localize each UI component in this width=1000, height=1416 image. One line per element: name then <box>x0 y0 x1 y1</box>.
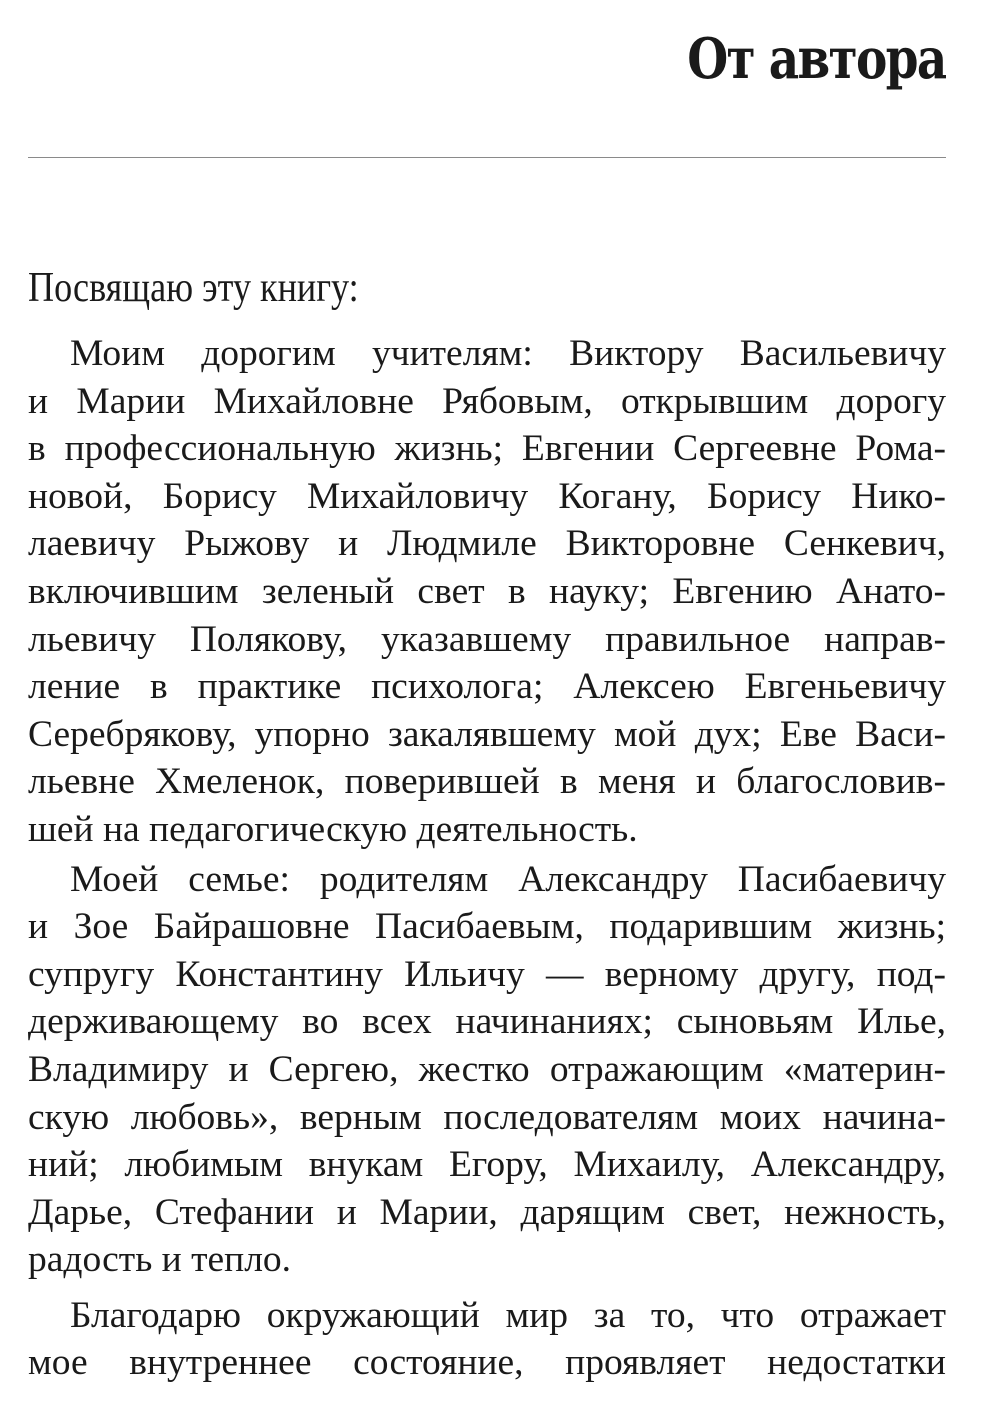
book-page <box>28 0 946 1416</box>
text-line: включившим зеленый свет в науку; Евгению Анато- <box>28 570 946 612</box>
text-line: Моим дорогим учителям: Виктору Васильевичу <box>70 333 946 374</box>
text-line: лаевичу Рыжову и Людмиле Викторовне Сенкевич, <box>28 523 946 565</box>
text-line: и Зое Байрашовне Пасибаевым, подарившим жизнь; <box>28 906 946 948</box>
text-line: шей на педагогическую деятельность. <box>28 808 638 850</box>
text-line: Благодарю окружающий мир за то, что отражает <box>70 1294 946 1336</box>
text-line: скую любовь», верным последователям моих начина- <box>28 1096 946 1138</box>
paragraph-family <box>28 856 946 1284</box>
text-line: супругу Константину Ильичу — верному другу, под- <box>28 953 946 995</box>
text-line: Дарье, Стефании и Марии, дарящим свет, нежность, <box>28 1191 946 1233</box>
chapter-title: От автора <box>687 26 946 92</box>
text-line: ление в практике психолога; Алексею Евгеньевичу <box>28 666 946 708</box>
text-line: и Марии Михайловне Рябовым, открывшим дорогу <box>28 380 946 422</box>
text-line: новой, Борису Михайловичу Когану, Борису Нико- <box>28 475 946 517</box>
text-line: в профессиональную жизнь; Евгении Сергеевне Рома- <box>28 428 946 470</box>
text-line: Владимиру и Сергею, жестко отражающим «материн- <box>28 1048 946 1090</box>
text-line: льевичу Полякову, указавшему правильное направ- <box>28 618 946 660</box>
text-line: мое внутреннее состояние, проявляет недостатки <box>28 1342 946 1384</box>
paragraph-gratitude <box>28 1292 946 1387</box>
text-line: Серебрякову, упорно закалявшему мой дух; Еве Васи- <box>28 713 946 755</box>
text-line: Моей семье: родителям Александру Пасибаевичу <box>70 858 946 900</box>
dedication-body <box>28 330 946 1387</box>
title-divider <box>28 157 946 158</box>
text-line: ний; любимым внукам Егору, Михаилу, Александру, <box>28 1144 946 1186</box>
text-line: держивающему во всех начинаниях; сыновьям Илье, <box>28 1001 946 1043</box>
text-line: радость и тепло. <box>28 1239 292 1281</box>
paragraph-teachers <box>28 330 946 854</box>
dedication-heading: Посвящаю эту книгу: <box>28 265 359 311</box>
text-line: льевне Хмеленок, поверившей в меня и благословив- <box>28 761 946 803</box>
